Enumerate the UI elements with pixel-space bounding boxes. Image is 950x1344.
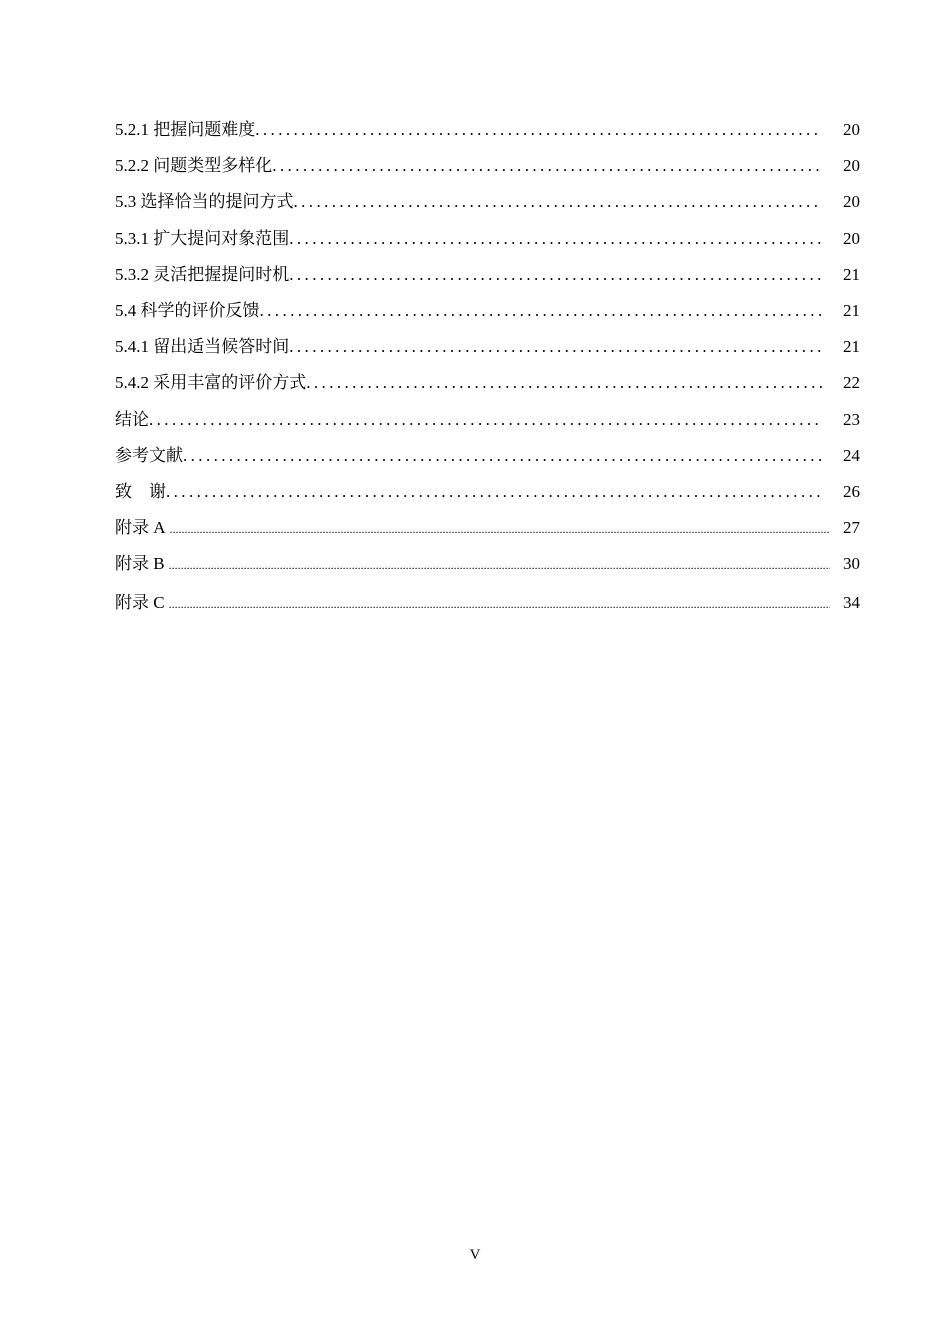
toc-entry-label: 5.2.1 把握问题难度 <box>115 120 256 139</box>
toc-entry-page: 23 <box>843 409 860 429</box>
toc-leader-dots <box>149 408 822 432</box>
toc-entry[interactable] <box>115 118 860 154</box>
toc-leader-dots <box>306 371 822 395</box>
toc-entry-page: 20 <box>843 120 860 139</box>
toc-entry-page: 27 <box>843 518 860 538</box>
toc-entry[interactable] <box>115 408 860 444</box>
toc-entry-page: 34 <box>843 593 860 613</box>
toc-entry-label: 附录 B <box>115 554 165 574</box>
toc-entry[interactable] <box>115 299 860 335</box>
toc-entry[interactable] <box>115 227 860 263</box>
toc-entry-page: 26 <box>843 481 860 501</box>
toc-entry-label: 5.3.2 灵活把握提问时机 <box>115 264 290 284</box>
toc-entry[interactable] <box>115 335 860 371</box>
toc-leader-dots <box>289 263 822 287</box>
toc-entry-page: 20 <box>843 156 860 176</box>
toc-entry-page: 20 <box>843 192 860 212</box>
toc-leader-dots <box>289 227 822 251</box>
toc-entry[interactable] <box>115 190 860 226</box>
toc-leader-dots <box>255 118 822 142</box>
page-number: V <box>469 1247 481 1263</box>
toc-entry-label: 结论 <box>115 409 149 429</box>
toc-leader-dots <box>294 190 823 214</box>
toc-entry-page: 21 <box>843 264 860 284</box>
toc-entry-label: 致 谢 <box>115 481 166 501</box>
toc-entry-page: 30 <box>843 554 860 574</box>
toc-entry-label: 5.3.1 扩大提问对象范围 <box>115 228 290 248</box>
toc-leader-dots <box>272 154 822 178</box>
table-of-contents <box>115 118 860 627</box>
toc-entry[interactable] <box>115 516 860 552</box>
toc-entry-page: 24 <box>843 445 860 465</box>
toc-entry-label: 附录 C <box>115 593 165 613</box>
toc-entry-page: 21 <box>843 337 860 357</box>
toc-entry-label: 5.3 选择恰当的提问方式 <box>115 192 294 212</box>
toc-entry-page: 21 <box>843 300 860 320</box>
toc-entry[interactable] <box>115 591 860 627</box>
toc-entry[interactable] <box>115 154 860 190</box>
toc-entry-page: 20 <box>843 228 860 248</box>
toc-leader-dots <box>169 553 830 577</box>
toc-leader-dots <box>183 444 822 468</box>
toc-entry[interactable] <box>115 480 860 516</box>
toc-entry-label: 5.4.1 留出适当候答时间 <box>115 337 290 357</box>
toc-entry-label: 附录 A <box>115 518 166 538</box>
toc-entry-label: 参考文献 <box>115 445 183 465</box>
toc-leader-dots <box>170 517 830 541</box>
toc-entry-label: 5.2.2 问题类型多样化 <box>115 156 273 176</box>
toc-entry[interactable] <box>115 444 860 480</box>
toc-entry[interactable] <box>115 371 860 407</box>
toc-leader-dots <box>166 480 822 504</box>
toc-entry-label: 5.4 科学的评价反馈 <box>115 300 260 320</box>
toc-leader-dots <box>169 592 830 616</box>
toc-entry[interactable] <box>115 552 860 591</box>
toc-leader-dots <box>260 299 823 323</box>
toc-entry-label: 5.4.2 采用丰富的评价方式 <box>115 373 307 393</box>
toc-entry-page: 22 <box>843 373 860 393</box>
toc-entry[interactable] <box>115 263 860 299</box>
toc-leader-dots <box>289 335 822 359</box>
